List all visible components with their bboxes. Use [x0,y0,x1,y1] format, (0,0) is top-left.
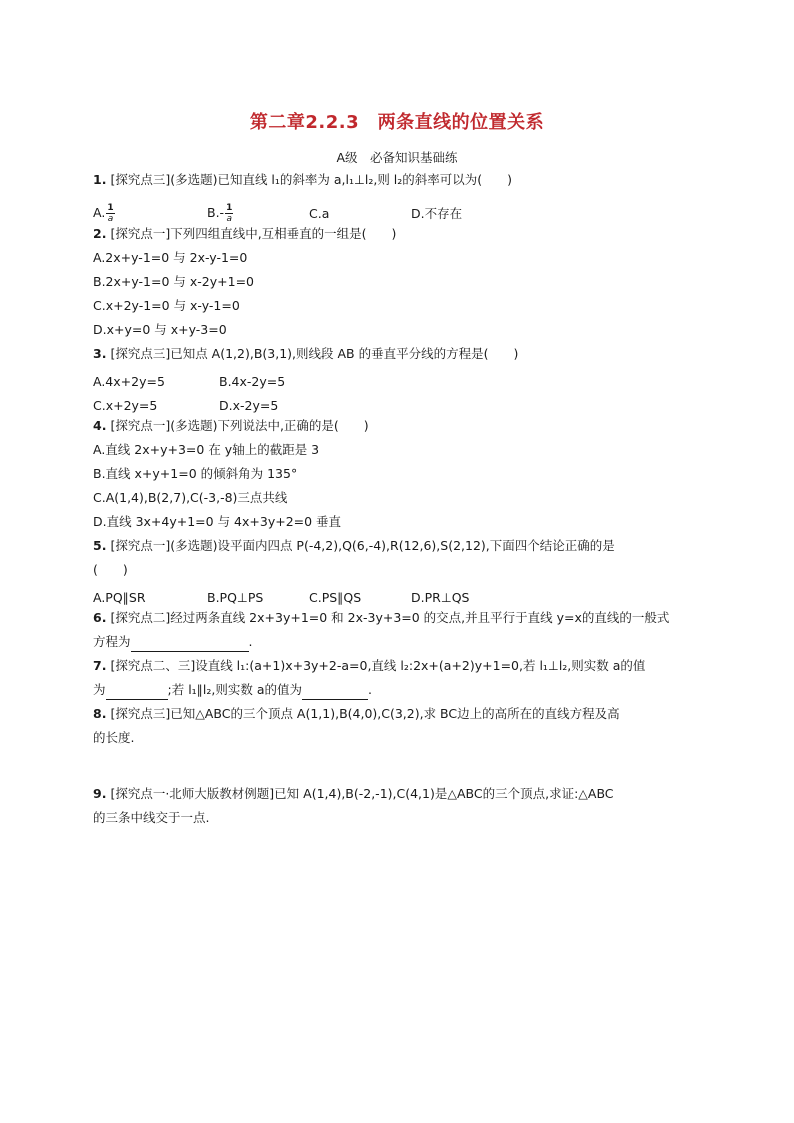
option-b: B.直线 x+y+1=0 的倾斜角为 135° [93,466,298,481]
option-a: A.2x+y-1=0 与 2x-y-1=0 [93,250,248,265]
question-number: 5. [93,538,107,553]
question-stem: [探究点二]经过两条直线 2x+3y+1=0 和 2x-3y+3=0 的交点,并且平行于直线 y=x的直线的一般式 [110,610,670,625]
question-stem: [探究点三](多选题)已知直线 l₁的斜率为 a,l₁⊥l₂,则 l₂的斜率可以为( ) [110,172,513,187]
question-9 [93,784,703,808]
question-number: 4. [93,418,107,433]
question-2 [93,224,703,248]
question-5-options [93,584,703,608]
question-3-options-row2 [93,392,703,416]
question-1 [93,170,703,194]
question-number: 7. [93,658,107,673]
option-a: A.4x+2y=5 [93,374,165,389]
question-number: 9. [93,786,107,801]
question-number: 2. [93,226,107,241]
option-c: C.x+2y-1=0 与 x-y-1=0 [93,298,240,313]
question-stem: [探究点一·北师大版教材例题]已知 A(1,4),B(-2,-1),C(4,1)是△ABC的三个顶点,求证:△ABC [110,786,614,801]
question-number: 8. [93,706,107,721]
option-c: C.x+2y=5 [93,398,158,413]
question-number: 3. [93,346,107,361]
question-list [93,170,703,832]
question-4 [93,416,703,440]
option-d: D.x-2y=5 [219,398,279,413]
question-5-paren: ( ) [93,562,128,577]
option-d: D.直线 3x+4y+1=0 与 4x+3y+2=0 垂直 [93,514,342,529]
option-c: C.PS∥QS [309,590,362,605]
option-b: B.4x-2y=5 [219,374,286,389]
question-number: 1. [93,172,107,187]
question-3-options-row1 [93,368,703,392]
question-stem: [探究点二、三]设直线 l₁:(a+1)x+3y+2-a=0,直线 l₂:2x+(a+2)y+1=0,若 l₁⊥l₂,则实数 a的值 [110,658,646,673]
fraction: $\frac{1}{a}$ [107,203,114,224]
option-a: A.PQ∥SR [93,590,146,605]
question-number: 6. [93,610,107,625]
option-c: C.a [309,206,330,221]
option-b: B.PQ⊥PS [207,590,264,605]
option-d: D.PR⊥QS [411,590,470,605]
question-8 [93,704,703,728]
question-1-options [93,194,703,224]
answer-blank[interactable] [302,685,368,700]
option-a: A.直线 2x+y+3=0 在 y轴上的截距是 3 [93,442,320,457]
option-b: B.- $\frac{1}{a}$ [207,203,233,224]
answer-blank[interactable] [131,637,249,652]
fraction: $\frac{1}{a}$ [226,203,233,224]
option-d: D.不存在 [411,206,463,221]
level-heading: A级 必备知识基础练 [336,150,458,165]
question-5 [93,536,703,560]
question-stem: [探究点一](多选题)下列说法中,正确的是( ) [110,418,369,433]
question-3 [93,344,703,368]
question-stem: [探究点一](多选题)设平面内四点 P(-4,2),Q(6,-4),R(12,6),S(2,12),下面四个结论正确的是 [110,538,615,553]
question-9-line2: 的三条中线交于一点. [93,810,210,825]
question-7-line2: 为 ;若 l₁∥l₂,则实数 a的值为 . [93,680,703,704]
question-8-line2: 的长度. [93,730,135,745]
question-6 [93,608,703,632]
answer-space [93,752,703,784]
question-7 [93,656,703,680]
answer-blank[interactable] [106,685,168,700]
question-stem: [探究点三]已知点 A(1,2),B(3,1),则线段 AB 的垂直平分线的方程是( ) [110,346,519,361]
page-title: 第二章2.2.3 两条直线的位置关系 [249,112,545,133]
question-6-line2: 方程为 . [93,632,703,656]
question-stem: [探究点一]下列四组直线中,互相垂直的一组是( ) [110,226,397,241]
option-a: A. $\frac{1}{a}$ [93,203,114,224]
option-c: C.A(1,4),B(2,7),C(-3,-8)三点共线 [93,490,288,505]
question-stem: [探究点三]已知△ABC的三个顶点 A(1,1),B(4,0),C(3,2),求 BC边上的高所在的直线方程及高 [110,706,620,721]
option-b: B.2x+y-1=0 与 x-2y+1=0 [93,274,254,289]
option-d: D.x+y=0 与 x+y-3=0 [93,322,227,337]
